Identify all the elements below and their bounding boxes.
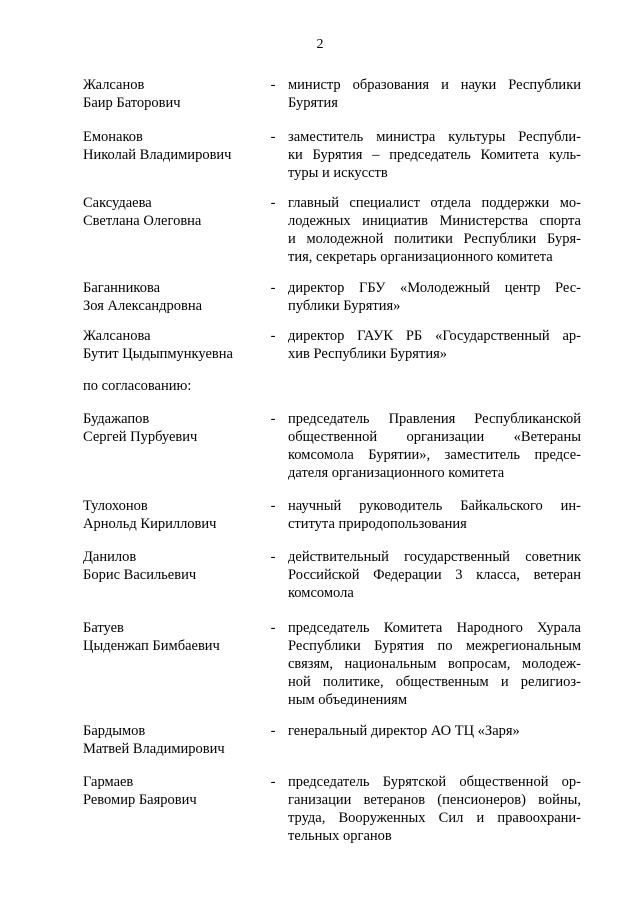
dash-separator: - [270, 328, 276, 344]
member-position: директор ГБУ «Молодежный центр Рес- публики Бурятия» [288, 280, 581, 314]
member-position: научный руководитель Байкальского ин- ститута природопользования [288, 498, 581, 532]
member-name: Жалсанова Бутит Цыдыпмункуевна [83, 328, 233, 362]
page-number: 2 [316, 37, 324, 52]
dash-separator: - [270, 129, 276, 145]
dash-separator: - [270, 620, 276, 636]
member-position: директор ГАУК РБ «Государственный ар- хив Республики Бурятия» [288, 328, 581, 362]
member-position: генеральный директор АО ТЦ «Заря» [288, 723, 520, 739]
member-name: Жалсанов Баир Баторович [83, 77, 181, 111]
member-position: заместитель министра культуры Республи- ки Бурятия – председатель Комитета куль- туры и искусств [288, 129, 581, 181]
dash-separator: - [270, 195, 276, 211]
member-name: Данилов Борис Васильевич [83, 549, 197, 583]
dash-separator: - [270, 77, 276, 93]
member-position: председатель Правления Республиканской общественной организации «Ветераны комсомола Бурятии», заместитель предсе- дателя организационного комитета [288, 411, 581, 481]
dash-separator: - [270, 280, 276, 296]
member-position: действительный государственный советник Российской Федерации 3 класса, ветеран комсомола [288, 549, 581, 601]
dash-separator: - [270, 411, 276, 427]
dash-separator: - [270, 723, 276, 739]
member-position: главный специалист отдела поддержки мо- лодежных инициатив Министерства спорта и молодежной политики Республики Буря- тия, секретарь организационного комитета [288, 195, 581, 265]
member-name: Тулохонов Арнольд Кириллович [83, 498, 217, 532]
member-position: председатель Комитета Народного Хурала Республики Бурятия по межрегиональным связям, национальным вопросам, молодеж- ной политике, общественным и религиоз- ным объединениям [288, 620, 581, 708]
dash-separator: - [270, 549, 276, 565]
member-position: председатель Бурятской общественной ор- ганизации ветеранов (пенсионеров) войны, труда, Вооруженных Сил и правоохрани- тельных органов [288, 774, 581, 844]
member-name: Гармаев Ревомир Баярович [83, 774, 197, 808]
member-name: Бардымов Матвей Владимирович [83, 723, 225, 757]
member-name: Баганникова Зоя Александровна [83, 280, 203, 314]
member-name: Батуев Цыденжап Бимбаевич [83, 620, 220, 654]
dash-separator: - [270, 774, 276, 790]
dash-separator: - [270, 498, 276, 514]
member-name: Емонаков Николай Владимирович [83, 129, 232, 163]
member-name: Саксудаева Светлана Олеговна [83, 195, 202, 229]
member-position: министр образования и науки Республики Бурятия [288, 77, 581, 111]
member-name: Будажапов Сергей Пурбуевич [83, 411, 198, 445]
section-label: по согласованию: [83, 378, 192, 394]
